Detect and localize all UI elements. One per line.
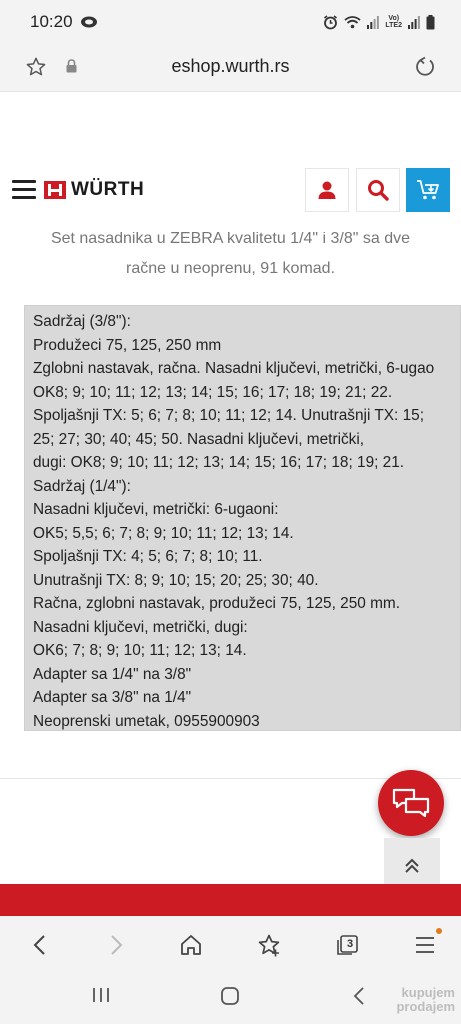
tabs-button[interactable]	[332, 930, 362, 960]
forward-button[interactable]	[102, 930, 132, 960]
logo-text: WÜRTH	[71, 179, 145, 200]
network-label: Vo) LTE2	[385, 15, 402, 29]
content-line: OK8; 9; 10; 11; 12; 13; 14; 15; 16; 17; 18; 19; 21; 22.	[33, 383, 393, 401]
system-nav-bar	[0, 972, 461, 1024]
content-line: Nasadni ključevi, metrički, dugi:	[33, 618, 248, 636]
content-line: Spoljašnji TX: 4; 5; 6; 7; 8; 10; 11.	[33, 548, 263, 565]
content-line: Zglobni nastavak, račna. Nasadni ključevi, metrički, 6-ugao	[33, 360, 435, 377]
cart-icon	[416, 179, 440, 201]
home-icon	[180, 934, 202, 956]
back-system-icon[interactable]	[352, 986, 366, 1006]
browser-bottom-nav	[0, 916, 461, 972]
watermark: kupujem prodajem	[396, 985, 455, 1014]
account-button[interactable]	[305, 168, 349, 212]
content-line: Adapter sa 1/4" na 3/8"	[33, 665, 192, 683]
search-icon	[367, 179, 389, 201]
menu-icon[interactable]	[12, 180, 36, 200]
wurth-logo-mark	[44, 181, 66, 199]
chevron-left-icon	[32, 934, 46, 956]
chevron-right-icon	[110, 934, 124, 956]
browser-url-bar	[0, 44, 461, 92]
url-text[interactable]: eshop.wurth.rs	[171, 56, 290, 76]
content-line: OK6; 7; 8; 9; 10; 11; 12; 13; 14.	[33, 642, 247, 659]
chat-button[interactable]	[378, 770, 444, 836]
notification-dot	[436, 928, 442, 934]
battery-icon	[426, 15, 435, 30]
product-description	[0, 232, 461, 286]
content-line: Nasadni ključevi, metrički: 6-ugaoni:	[33, 501, 279, 518]
site-footer	[0, 884, 461, 916]
recent-apps-icon[interactable]	[92, 986, 110, 1004]
tab-count: 3	[346, 938, 354, 950]
content-line: OK5; 5,5; 6; 7; 8; 9; 10; 11; 12; 13; 14.	[33, 524, 294, 542]
content-line: Neoprenski umetak, 0955900903	[33, 712, 260, 730]
cloud-icon	[80, 14, 98, 28]
user-icon	[317, 180, 337, 200]
content-line: Sadržaj (3/8"):	[33, 313, 131, 330]
home-button[interactable]	[176, 930, 206, 960]
content-line: Spoljašnji TX: 5; 6; 7; 8; 10; 11; 12; 14. Unutrašnji TX: 15;	[33, 407, 424, 424]
description-line-2: račne u neoprenu, 91 komad.	[125, 260, 336, 277]
description-line-1: Set nasadnika u ZEBRA kvalitetu 1/4" i 3/8" sa dve	[50, 232, 411, 247]
bookmarks-star-icon	[257, 933, 281, 957]
browser-menu-button[interactable]	[410, 930, 440, 960]
back-button[interactable]	[24, 930, 54, 960]
wifi-icon	[344, 15, 361, 29]
wurth-logo[interactable]	[44, 178, 144, 202]
content-line: 25; 27; 30; 40; 45; 50. Nasadni ključevi, metrički,	[33, 430, 365, 448]
double-chevron-up-icon	[403, 858, 421, 874]
bookmarks-button[interactable]	[254, 930, 284, 960]
content-line: Unutrašnji TX: 8; 9; 10; 15; 20; 25; 30; 40.	[33, 571, 319, 589]
signal-icon-2	[408, 16, 420, 29]
content-line: Adapter sa 3/8" na 1/4"	[33, 689, 192, 706]
signal-icon	[367, 16, 379, 29]
status-time: 10:20	[30, 12, 73, 31]
search-button[interactable]	[356, 168, 400, 212]
status-icons	[323, 12, 435, 32]
cart-button[interactable]	[406, 168, 450, 212]
home-system-icon[interactable]	[220, 986, 240, 1006]
content-line: Sadržaj (1/4"):	[33, 477, 131, 495]
content-line: dugi: OK8; 9; 10; 11; 12; 13; 14; 15; 16; 17; 18; 19; 21.	[33, 454, 405, 471]
site-header	[0, 168, 461, 214]
contents-box	[24, 305, 461, 731]
alarm-icon	[323, 15, 338, 30]
status-bar	[0, 0, 461, 44]
menu-lines-icon	[415, 936, 435, 954]
content-line: Produžeci 75, 125, 250 mm	[33, 336, 222, 354]
reload-icon[interactable]	[413, 55, 437, 79]
content-line: Račna, zglobni nastavak, produžeci 75, 125, 250 mm.	[33, 595, 401, 612]
chat-icon	[392, 787, 430, 819]
